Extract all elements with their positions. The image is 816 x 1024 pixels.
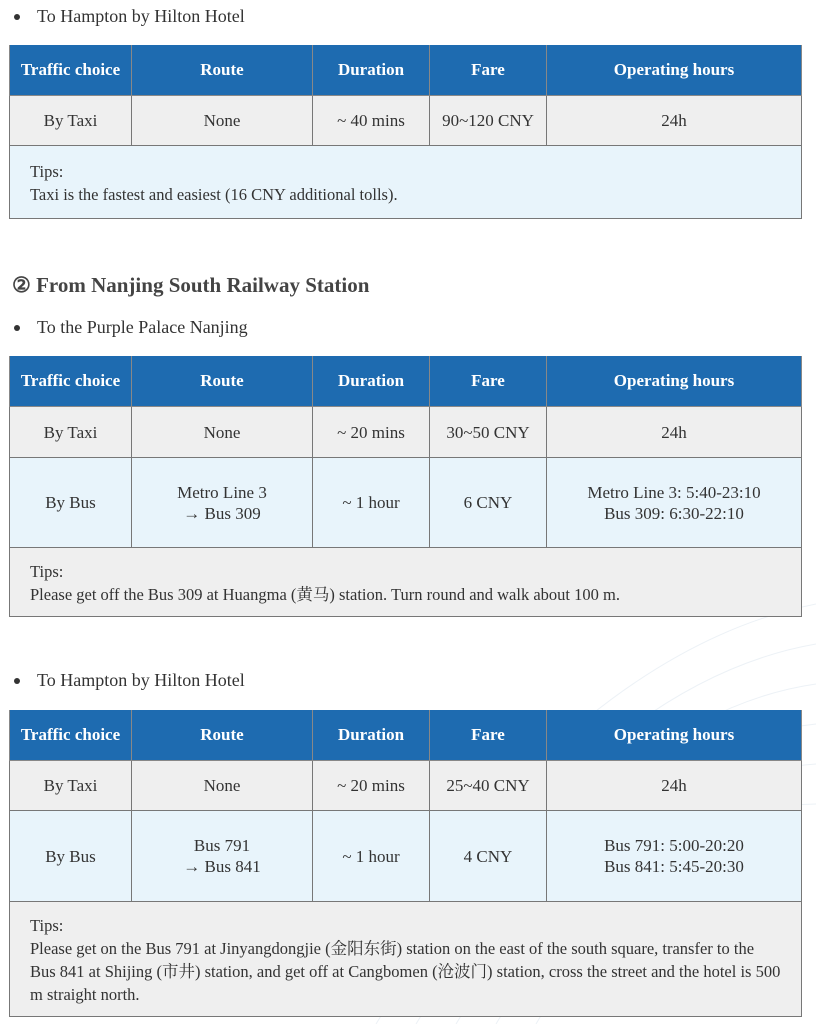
tips-text: Taxi is the fastest and easiest (16 CNY additional tolls). — [30, 185, 398, 204]
cell-choice: By Taxi — [10, 96, 132, 146]
bullet-text: To Hampton by Hilton Hotel — [37, 670, 245, 690]
cell-duration: ~ 40 mins — [313, 96, 430, 146]
cell-hours — [547, 458, 802, 548]
bullet-icon — [14, 678, 20, 684]
cell-fare: 6 CNY — [430, 458, 547, 548]
route-line: → Bus 309 — [183, 503, 261, 523]
bullet-item — [14, 6, 245, 27]
tips-row — [10, 146, 802, 219]
cell-hours: 24h — [547, 96, 802, 146]
traffic-table-1 — [9, 45, 802, 219]
tips-text: Please get off the Bus 309 at Huangma (黄马) station. Turn round and walk about 100 m. — [30, 585, 620, 604]
bullet-item — [14, 317, 248, 338]
header-fare: Fare — [430, 356, 547, 407]
tips-label: Tips: — [30, 916, 64, 935]
header-operating-hours: Operating hours — [547, 45, 802, 96]
hours-line: Metro Line 3: 5:40-23:10 — [587, 482, 761, 502]
cell-duration: ~ 1 hour — [313, 458, 430, 548]
table-row — [10, 761, 802, 811]
cell-hours: 24h — [547, 407, 802, 458]
route-line: Bus 791 — [193, 836, 251, 855]
tips-label: Tips: — [30, 562, 64, 581]
table-header-row — [10, 45, 802, 96]
table-row — [10, 811, 802, 902]
table-header-row — [10, 356, 802, 407]
traffic-table-2 — [9, 356, 802, 617]
bullet-text: To Hampton by Hilton Hotel — [37, 6, 245, 26]
header-duration: Duration — [313, 45, 430, 96]
bullet-text: To the Purple Palace Nanjing — [37, 317, 248, 337]
cell-choice: By Bus — [10, 811, 132, 902]
header-fare: Fare — [430, 710, 547, 761]
tips-cell — [10, 902, 802, 1017]
header-duration: Duration — [313, 356, 430, 407]
tips-row — [10, 548, 802, 617]
bullet-icon — [14, 14, 20, 20]
cell-choice: By Taxi — [10, 761, 132, 811]
cell-route — [132, 811, 313, 902]
tips-cell — [10, 548, 802, 617]
header-traffic-choice: Traffic choice — [10, 356, 132, 407]
traffic-table-3 — [9, 710, 802, 1017]
cell-duration: ~ 20 mins — [313, 761, 430, 811]
table-header-row — [10, 710, 802, 761]
table-row — [10, 96, 802, 146]
route-line: → Bus 841 — [183, 857, 261, 876]
cell-route: None — [132, 761, 313, 811]
cell-choice: By Bus — [10, 458, 132, 548]
tips-text: Please get on the Bus 791 at Jinyangdongjie (金阳东街) station on the east of the south square, transfer to the Bus 841 at Shijing (市井) station, and get off at Cangbomen (沧波门) station, cross the street and the hotel is 500 m straight north. — [30, 939, 781, 1004]
section-heading: ② From Nanjing South Railway Station — [12, 273, 370, 297]
cell-fare: 4 CNY — [430, 811, 547, 902]
header-traffic-choice: Traffic choice — [10, 710, 132, 761]
cell-fare: 25~40 CNY — [430, 761, 547, 811]
tips-row — [10, 902, 802, 1017]
cell-duration: ~ 20 mins — [313, 407, 430, 458]
hours-line: Bus 791: 5:00-20:20 — [604, 836, 744, 855]
cell-fare: 90~120 CNY — [430, 96, 547, 146]
hours-line: Bus 841: 5:45-20:30 — [604, 857, 744, 876]
header-traffic-choice: Traffic choice — [10, 45, 132, 96]
cell-route: None — [132, 407, 313, 458]
cell-route — [132, 458, 313, 548]
header-duration: Duration — [313, 710, 430, 761]
header-operating-hours: Operating hours — [547, 356, 802, 407]
header-route: Route — [132, 45, 313, 96]
cell-hours — [547, 811, 802, 902]
header-operating-hours: Operating hours — [547, 710, 802, 761]
cell-duration: ~ 1 hour — [313, 811, 430, 902]
route-line: Metro Line 3 — [177, 482, 267, 502]
bullet-icon — [14, 325, 20, 331]
bullet-item — [14, 670, 245, 691]
tips-cell — [10, 146, 802, 219]
cell-choice: By Taxi — [10, 407, 132, 458]
tips-label: Tips: — [30, 162, 64, 181]
cell-fare: 30~50 CNY — [430, 407, 547, 458]
header-fare: Fare — [430, 45, 547, 96]
cell-hours: 24h — [547, 761, 802, 811]
table-row — [10, 407, 802, 458]
header-route: Route — [132, 356, 313, 407]
header-route: Route — [132, 710, 313, 761]
table-row — [10, 458, 802, 548]
cell-route: None — [132, 96, 313, 146]
hours-line: Bus 309: 6:30-22:10 — [604, 503, 744, 523]
